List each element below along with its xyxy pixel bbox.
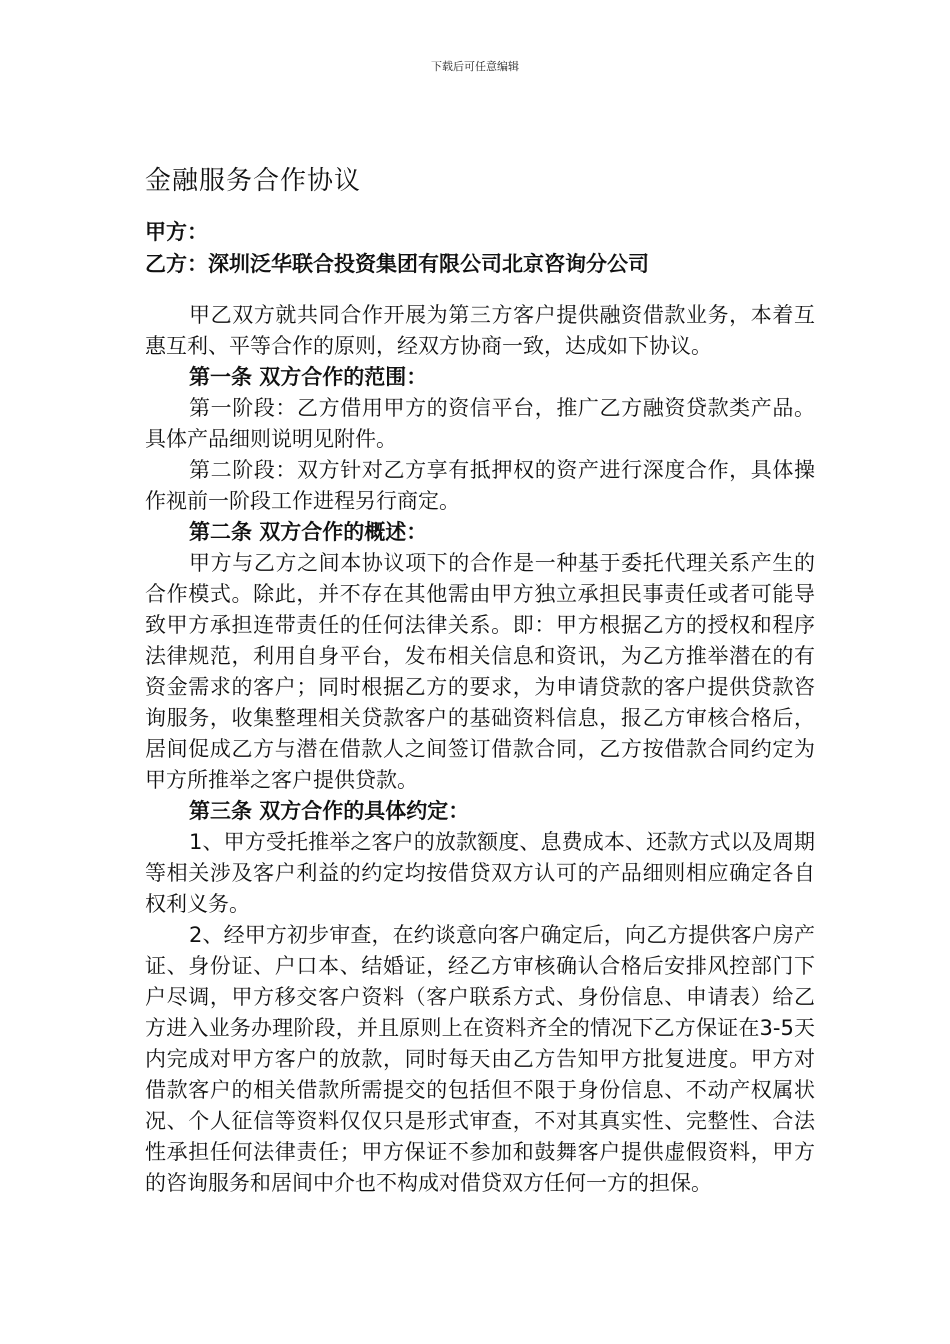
article2-heading: 第二条 双方合作的概述： bbox=[189, 520, 428, 544]
party-b-line bbox=[145, 248, 825, 280]
article3-heading: 第三条 双方合作的具体约定： bbox=[189, 799, 470, 823]
agreement-body bbox=[145, 300, 815, 1199]
party-a-line bbox=[145, 216, 825, 248]
article3-item1: 1、甲方受托推举之客户的放款额度、息费成本、还款方式以及周期等相关涉及客户利益的约定均按借贷双方认可的产品细则相应确定各自权利义务。 bbox=[145, 830, 815, 916]
header-note: 下载后可任意编辑 bbox=[431, 60, 519, 73]
parties-block bbox=[145, 216, 825, 280]
article1-stage1: 第一阶段：乙方借用甲方的资信平台，推广乙方融资贷款类产品。具体产品细则说明见附件。 bbox=[145, 396, 815, 451]
party-a-label: 甲方： bbox=[145, 220, 208, 244]
party-b-name: 深圳泛华联合投资集团有限公司北京咨询分公司 bbox=[208, 252, 649, 276]
article3-item2: 2、经甲方初步审查，在约谈意向客户确定后，向乙方提供客户房产证、身份证、户口本、结婚证，经乙方审核确认合格后安排风控部门下户尽调，甲方移交客户资料（客户联系方式、身份信息、申请表）给乙方进入业务办理阶段，并且原则上在资料齐全的情况下乙方保证在3-5天内完成对甲方客户的放款，同时每天由乙方告知甲方批复进度。甲方对借款客户的相关借款所需提交的包括但不限于身份信息、不动产权属状况、个人征信等资料仅仅只是形式审查，不对其真实性、完整性、合法性承担任何法律责任；甲方保证不参加和鼓舞客户提供虚假资料，甲方的咨询服务和居间中介也不构成对借贷双方任何一方的担保。 bbox=[145, 923, 815, 1195]
article2-text: 甲方与乙方之间本协议项下的合作是一种基于委托代理关系产生的合作模式。除此，并不存在其他需由甲方独立承担民事责任或者可能导致甲方承担连带责任的任何法律关系。即：甲方根据乙方的授权和程序法律规范，利用自身平台，发布相关信息和资讯，为乙方推举潜在的有资金需求的客户；同时根据乙方的要求，为申请贷款的客户提供贷款咨询服务，收集整理相关贷款客户的基础资料信息，报乙方审核合格后，居间促成乙方与潜在借款人之间签订借款合同，乙方按借款合同约定为甲方所推举之客户提供贷款。 bbox=[145, 551, 815, 792]
article1-heading: 第一条 双方合作的范围： bbox=[189, 365, 428, 389]
party-b-label: 乙方： bbox=[145, 252, 208, 276]
article1-stage2: 第二阶段：双方针对乙方享有抵押权的资产进行深度合作，具体操作视前一阶段工作进程另行商定。 bbox=[145, 458, 815, 513]
intro-paragraph: 甲乙双方就共同合作开展为第三方客户提供融资借款业务，本着互惠互利、平等合作的原则，经双方协商一致，达成如下协议。 bbox=[145, 303, 815, 358]
document-title: 金融服务合作协议 bbox=[145, 166, 362, 196]
